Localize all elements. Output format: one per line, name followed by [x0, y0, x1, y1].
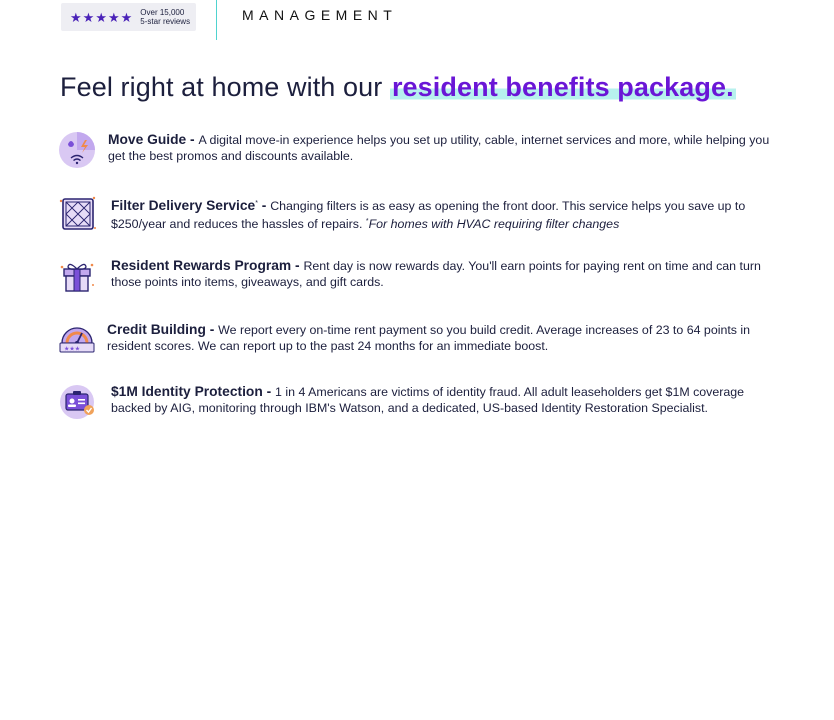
rating-text	[140, 8, 190, 26]
note-footnote-mark: *	[365, 218, 369, 226]
star-icon: ★	[120, 9, 133, 25]
page-headline	[60, 72, 736, 103]
rating-badge	[61, 3, 196, 31]
star-icon: ★	[82, 9, 95, 25]
top-bar	[0, 0, 834, 42]
title-footnote-mark: *	[255, 200, 258, 207]
benefit-body: A digital move-in experience helps you set up utility, cable, internet services and more, while helping you get the best promos and discounts available.	[108, 133, 770, 163]
benefit-body: We report every on-time rent payment so you build credit. Average increases of 23 to 64 points in resident scores. We can report up to the past 24 months for an immediate boost.	[107, 323, 751, 353]
benefit-text	[111, 258, 778, 290]
benefit-title: $1M Identity Protection -	[111, 384, 276, 399]
benefit-body: Changing filters is as easy as opening the front door. This service helps you save up to $250/year and reduces the hassles of repairs.	[111, 199, 746, 232]
five-stars	[70, 11, 132, 24]
filter-icon	[58, 195, 96, 233]
benefit-text	[111, 196, 778, 232]
move-guide-icon	[58, 131, 96, 169]
benefit-resident-rewards	[58, 257, 778, 295]
headline-prefix: Feel right at home with our	[60, 72, 390, 102]
benefit-body: Rent day is now rewards day. You'll earn points for paying rent on time and can turn those points into items, giveaways, and gift cards.	[111, 259, 761, 289]
benefit-move-guide	[58, 131, 778, 169]
logo-subtitle: MANAGEMENT	[242, 7, 398, 23]
headline-highlight: resident benefits package.	[391, 72, 734, 102]
benefit-filter-delivery	[58, 195, 778, 233]
benefit-body: 1 in 4 Americans are victims of identity fraud. All adult leaseholders get $1M coverage backed by AIG, monitoring through IBM's Watson, and a dedicated, US-based Identity Restoration Specialist.	[111, 385, 745, 415]
benefit-title: Filter Delivery Service	[111, 198, 256, 214]
svg-text:★★★: ★★★	[64, 345, 81, 353]
benefit-note: For homes with HVAC requiring filter changes	[368, 217, 620, 232]
star-icon: ★	[95, 9, 107, 25]
rating-label: 5-star reviews	[140, 17, 191, 26]
benefit-text	[107, 322, 778, 354]
star-icon: ★	[70, 9, 82, 25]
benefit-title: Move Guide -	[108, 132, 199, 147]
star-icon: ★	[107, 9, 120, 25]
gift-icon	[58, 257, 96, 295]
benefit-title-suffix: -	[257, 198, 271, 214]
benefit-title: Credit Building -	[107, 322, 219, 337]
benefit-text	[108, 132, 778, 164]
header-divider	[216, 0, 217, 40]
id-card-icon	[58, 383, 96, 421]
benefit-text	[111, 384, 778, 416]
credit-gauge-icon	[58, 321, 96, 359]
rating-count: Over 15,000	[140, 8, 185, 17]
benefit-credit-building	[58, 321, 778, 359]
benefit-identity-protection	[58, 383, 778, 421]
company-logo[interactable]	[242, 0, 397, 22]
benefit-title: Resident Rewards Program -	[111, 258, 304, 273]
